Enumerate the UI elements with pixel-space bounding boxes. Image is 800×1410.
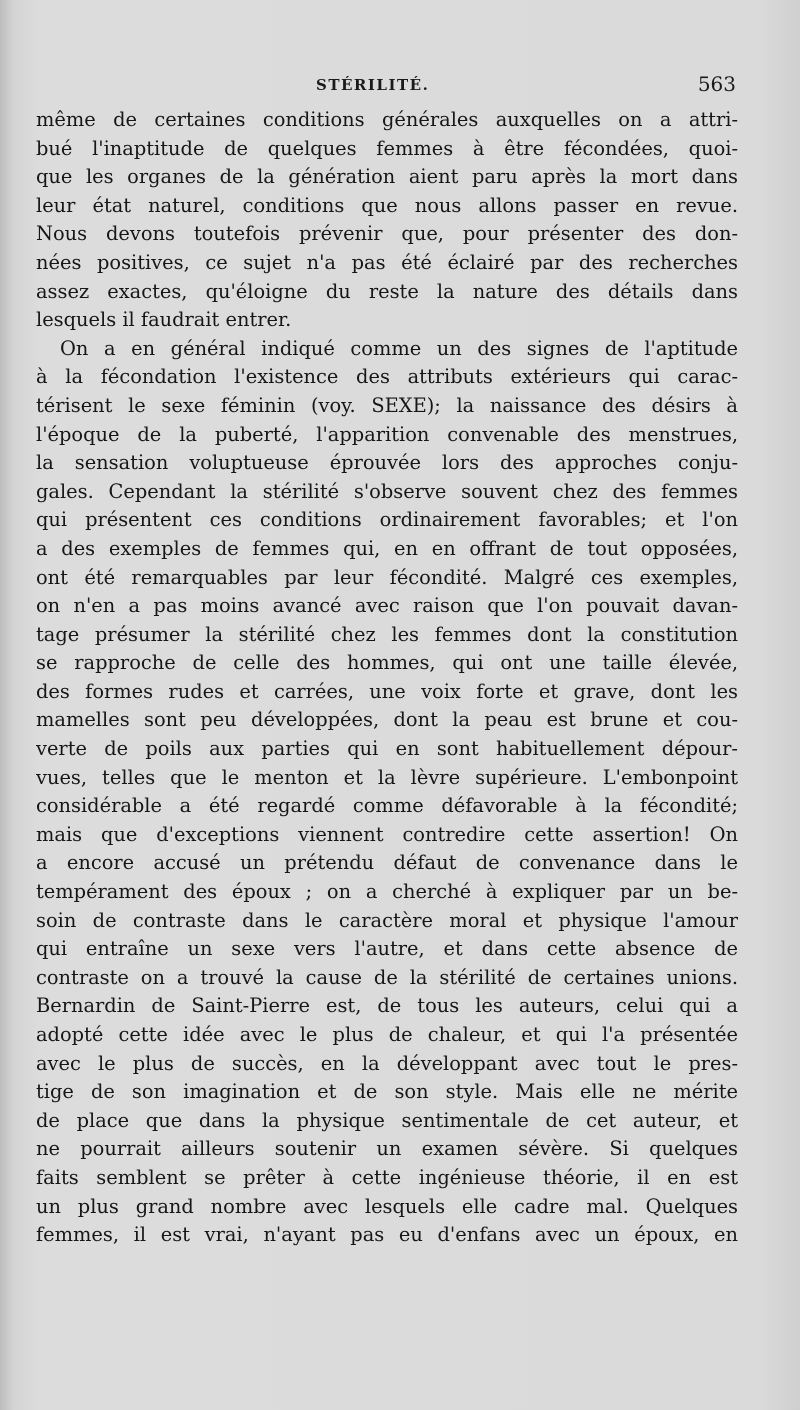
text-line: se rapproche de celle des hommes, qui ont une taille élevée, xyxy=(36,651,738,675)
text-line: ne pourrait ailleurs soutenir un examen sévère. Si quelques xyxy=(36,1137,738,1161)
text-line: à la fécondation l'existence des attributs extérieurs qui carac- xyxy=(36,365,738,389)
text-line: a encore accusé un prétendu défaut de convenance dans le xyxy=(36,851,738,875)
text-line: nées positives, ce sujet n'a pas été éclairé par des recherches xyxy=(36,250,738,274)
text-line: on n'en a pas moins avancé avec raison que l'on pouvait davan- xyxy=(36,594,738,618)
page-number: 563 xyxy=(697,72,736,96)
text-line: soin de contraste dans le caractère moral et physique l'amour xyxy=(36,908,738,932)
text-line: tige de son imagination et de son style. Mais elle ne mérite xyxy=(36,1080,738,1104)
text-line: qui entraîne un sexe vers l'autre, et dans cette absence de xyxy=(36,937,738,961)
page-header xyxy=(36,74,736,102)
text-line: faits semblent se prêter à cette ingénieuse théorie, il en est xyxy=(36,1165,738,1189)
text-line: que les organes de la génération aient paru après la mort dans xyxy=(36,165,738,189)
text-line: Nous devons toutefois prévenir que, pour présenter des don- xyxy=(36,222,738,246)
text-line: ont été remarquables par leur fécondité. Malgré ces exemples, xyxy=(36,565,738,589)
text-line: contraste on a trouvé la cause de la stérilité de certaines unions. xyxy=(36,965,738,989)
text-line: Bernardin de Saint-Pierre est, de tous les auteurs, celui qui a xyxy=(36,994,738,1018)
text-line: adopté cette idée avec le plus de chaleur, et qui l'a présentée xyxy=(36,1023,738,1046)
text-line: la sensation voluptueuse éprouvée lors des approches conju- xyxy=(36,451,738,475)
text-line: mais que d'exceptions viennent contredire cette assertion! On xyxy=(36,822,738,846)
body-text xyxy=(36,106,738,1250)
text-line: On a en général indiqué comme un des signes de l'aptitude xyxy=(60,336,738,360)
text-line: vues, telles que le menton et la lèvre supérieure. L'embonpoint xyxy=(36,765,738,789)
text-line: gales. Cependant la stérilité s'observe souvent chez des femmes xyxy=(36,479,738,503)
text-line: femmes, il est vrai, n'ayant pas eu d'enfans avec un époux, en xyxy=(36,1223,738,1247)
text-line: térisent le sexe féminin (voy. SEXE); la naissance des désirs à xyxy=(36,393,738,417)
text-line: lesquels il faudrait entrer. xyxy=(36,308,292,332)
running-title: STÉRILITÉ. xyxy=(316,76,430,94)
text-line: considérable a été regardé comme défavorable à la fécondité; xyxy=(36,794,738,818)
text-line: leur état naturel, conditions que nous allons passer en revue. xyxy=(36,193,738,217)
text-line: des formes rudes et carrées, une voix forte et grave, dont les xyxy=(36,679,738,703)
text-line: tempérament des époux ; on a cherché à expliquer par un be- xyxy=(36,880,738,904)
text-line: bué l'inaptitude de quelques femmes à être fécondées, quoi- xyxy=(36,136,738,160)
text-line: a des exemples de femmes qui, en en offrant de tout opposées, xyxy=(36,536,738,560)
text-line: qui présentent ces conditions ordinairement favorables; et l'on xyxy=(36,508,738,532)
text-line: avec le plus de succès, en la développant avec tout le pres- xyxy=(36,1051,738,1075)
text-line: de place que dans la physique sentimentale de cet auteur, et xyxy=(36,1108,738,1132)
text-line: tage présumer la stérilité chez les femmes dont la constitution xyxy=(36,622,738,646)
text-line: assez exactes, qu'éloigne du reste la nature des détails dans xyxy=(36,279,738,303)
text-line: verte de poils aux parties qui en sont habituellement dépour- xyxy=(36,737,738,761)
text-line: même de certaines conditions générales auxquelles on a attri- xyxy=(36,108,738,131)
text-line: l'époque de la puberté, l'apparition convenable des menstrues, xyxy=(36,422,738,446)
text-line: un plus grand nombre avec lesquels elle cadre mal. Quelques xyxy=(36,1194,738,1218)
text-line: mamelles sont peu développées, dont la peau est brune et cou- xyxy=(36,708,738,732)
